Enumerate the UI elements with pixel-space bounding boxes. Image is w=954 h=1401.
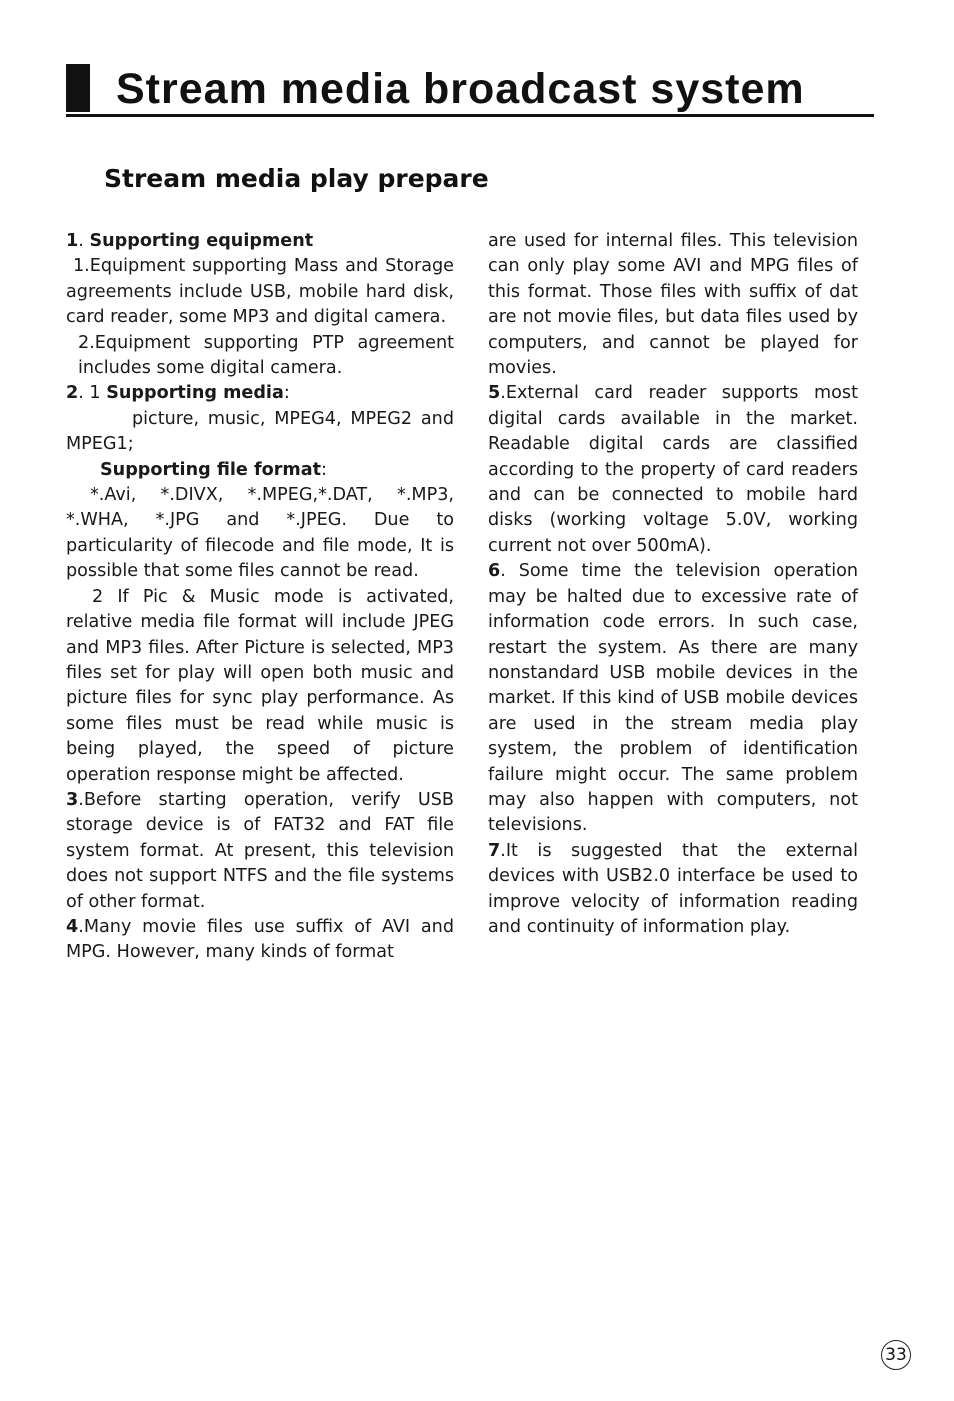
section-3-text: .Before starting operation, verify USB storage device is of FAT32 and FAT file system format. At present, this television does not support NTFS and the file systems of other format. <box>66 789 454 912</box>
section-6-number: 6 <box>488 561 501 582</box>
section-4-text: .Many movie files use suffix of AVI and MPG. However, many kinds of format <box>66 916 454 963</box>
right-column <box>488 229 858 940</box>
section-7-paragraph <box>488 839 858 941</box>
section-1-paragraph-2: 2.Equipment supporting PTP agreement includes some digital camera. <box>78 332 454 379</box>
section-subtitle: Stream media play prepare <box>104 164 489 193</box>
section-7-number: 7 <box>488 840 501 861</box>
section-2-subheading <box>66 458 454 483</box>
section-7-text: .It is suggested that the external devices with USB2.0 interface be used to improve velocity of information reading and continuity of information play. <box>488 840 858 937</box>
section-4-paragraph <box>66 915 454 966</box>
title-bar <box>66 64 874 117</box>
section-6-text: . Some time the television operation may be halted due to excessive rate of information code errors. In such case, restart the system. As there are many nonstandard USB mobile devices in the market. If this kind of USB mobile devices are used in the stream media play system, the problem of identification failure might occur. The same problem may also happen with computers, not televisions. <box>488 561 858 836</box>
section-1-heading <box>66 229 454 254</box>
section-2-format-list: *.Avi, *.DIVX, *.MPEG,*.DAT, *.MP3, *.WHA, *.JPG and *.JPEG. Due to particularity of filecode and file mode, It is possible that some files cannot be read. <box>66 485 454 582</box>
section-5-text: .External card reader supports most digital cards available in the market. Readable digital cards are classified according to the property of card readers and can be connected to mobile hard disks (working voltage 5.0V, working current not over 500mA). <box>488 383 858 556</box>
title-marker-block <box>66 64 90 112</box>
section-2-subheading-colon: : <box>321 459 327 480</box>
section-5-number: 5 <box>488 383 501 404</box>
section-2-colon: : <box>283 383 290 404</box>
section-1-separator: . <box>78 231 90 251</box>
section-3-paragraph <box>66 788 454 915</box>
page-title: Stream media broadcast system <box>116 65 805 113</box>
section-2-separator: . 1 <box>78 383 107 404</box>
left-column <box>66 229 460 966</box>
section-3-number: 3 <box>66 789 79 810</box>
section-4-number: 4 <box>66 916 79 937</box>
section-1-title: Supporting equipment <box>89 231 314 251</box>
section-2-subheading-title: Supporting file format <box>100 459 321 480</box>
section-4-continuation: are used for internal files. This television can only play some AVI and MPG files of this format. Those files with suffix of dat are not movie files, but data files used by computers, and cannot be played for movies. <box>488 231 858 379</box>
section-5-paragraph <box>488 381 858 559</box>
section-2-number: 2 <box>66 383 79 404</box>
section-1-number: 1 <box>66 231 79 251</box>
page-number-badge: 33 <box>881 1340 911 1370</box>
section-2-media-list: picture, music, MPEG4, MPEG2 and MPEG1; <box>66 408 454 455</box>
section-2-paragraph-3: 2 If Pic & Music mode is activated, relative media file format will include JPEG and MP3 files. After Picture is selected, MP3 files set for play will open both music and picture files for sync play performance. As some files must be read while music is being played, the speed of picture operation response might be affected. <box>66 586 454 785</box>
section-1-paragraph-1: 1.Equipment supporting Mass and Storage agreements include USB, mobile hard disk, card reader, some MP3 and digital camera. <box>66 256 460 328</box>
section-6-paragraph <box>488 559 858 838</box>
section-2-title: Supporting media <box>106 383 284 404</box>
section-2-heading <box>66 381 454 406</box>
